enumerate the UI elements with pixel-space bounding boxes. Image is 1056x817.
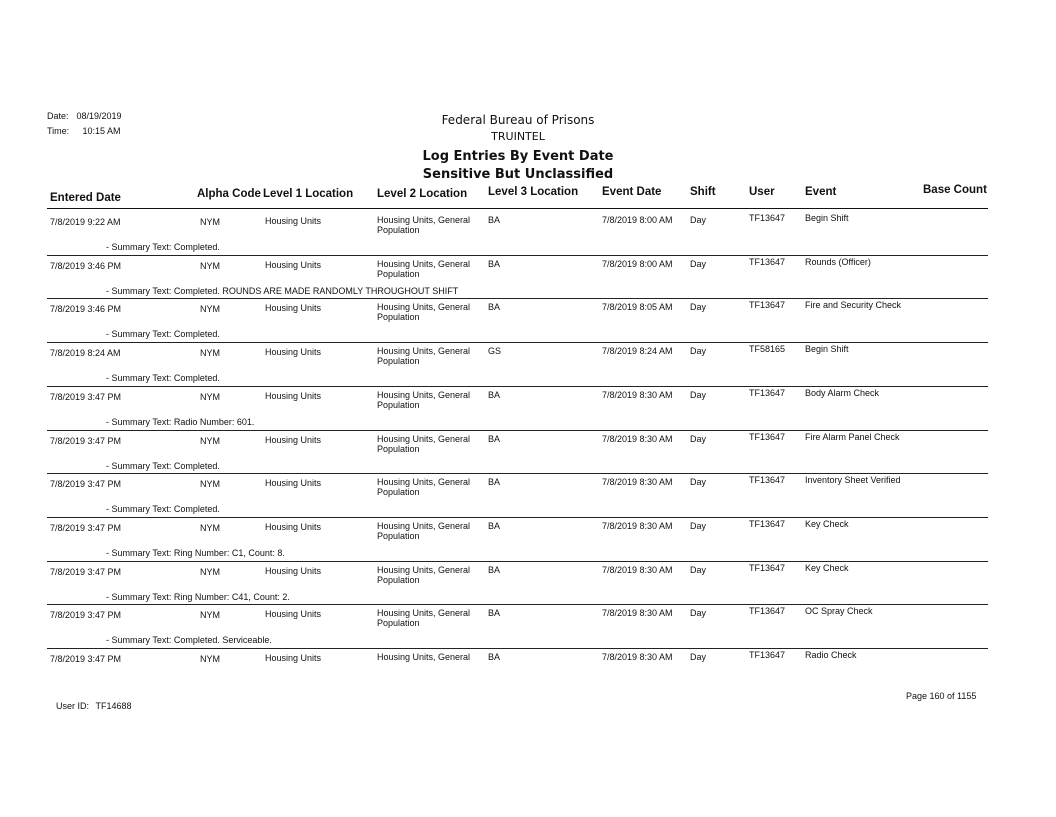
summary-text: - Summary Text: Completed. Serviceable.	[106, 635, 272, 646]
row-divider	[47, 648, 988, 649]
cell-level1: Housing Units	[265, 609, 322, 620]
cell-level1: Housing Units	[265, 653, 322, 663]
cell-user: TF13647	[749, 431, 786, 442]
cell-level2: Housing Units, General Population	[377, 215, 471, 235]
col-user: User	[749, 186, 775, 198]
cell-shift: Day	[690, 258, 707, 269]
date-label: Date:	[47, 111, 69, 121]
row-divider	[47, 561, 988, 562]
cell-event-date: 7/8/2019 8:30 AM	[602, 652, 673, 662]
column-header-row	[47, 186, 988, 209]
cell-level1: Housing Units	[265, 390, 322, 401]
cell-alpha-code: NYM	[200, 654, 220, 664]
col-shift: Shift	[690, 186, 716, 198]
row-divider	[47, 430, 988, 431]
row-divider	[47, 298, 988, 299]
cell-shift: Day	[690, 389, 707, 400]
row-divider	[47, 386, 988, 387]
cell-level2: Housing Units, General Population	[377, 302, 471, 323]
cell-event: Key Check	[805, 562, 849, 573]
cell-alpha-code: NYM	[200, 348, 220, 359]
row-divider	[47, 342, 988, 343]
cell-level3: BA	[488, 608, 501, 619]
cell-level1: Housing Units	[265, 216, 322, 226]
summary-text: - Summary Text: Completed.	[106, 504, 220, 515]
org-title: Federal Bureau of Prisons	[441, 113, 595, 127]
cell-level3: GS	[488, 346, 502, 357]
summary-text: - Summary Text: Completed. ROUNDS ARE MADE RANDOMLY THROUGHOUT SHIFT	[106, 285, 459, 296]
col-base-count: Base Count	[923, 184, 987, 196]
cell-level2: Housing Units, General Population	[377, 608, 471, 629]
cell-alpha-code: NYM	[200, 479, 220, 490]
cell-entered-date: 7/8/2019 3:47 PM	[50, 566, 122, 577]
col-entered-date: Entered Date	[50, 192, 121, 204]
cell-level3: BA	[488, 302, 501, 313]
cell-alpha-code: NYM	[200, 260, 220, 271]
table-row	[47, 298, 988, 342]
cell-level1: Housing Units	[265, 303, 322, 314]
cell-user: TF13647	[749, 650, 786, 660]
col-event: Event	[805, 186, 837, 198]
summary-text: - Summary Text: Radio Number: 601.	[106, 416, 255, 427]
cell-level2: Housing Units, General Population	[377, 433, 471, 454]
summary-text: - Summary Text: Completed.	[106, 242, 220, 252]
cell-level1: Housing Units	[265, 565, 322, 576]
summary-text: - Summary Text: Ring Number: C1, Count: 8.	[106, 547, 285, 558]
cell-shift: Day	[690, 477, 707, 488]
time-label: Time:	[47, 126, 70, 136]
col-alpha-code: Alpha Code	[197, 188, 261, 200]
cell-alpha-code: NYM	[200, 610, 220, 621]
cell-event-date: 7/8/2019 8:30 AM	[602, 433, 673, 444]
cell-level2: Housing Units, General Population	[377, 564, 471, 585]
table-row	[47, 517, 988, 561]
col-level3: Level 3 Location	[488, 186, 579, 198]
cell-event: Fire and Security Check	[805, 300, 902, 311]
cell-level3: BA	[488, 433, 501, 444]
cell-shift: Day	[690, 215, 707, 225]
cell-shift: Day	[690, 346, 707, 357]
classification-title: Sensitive But Unclassified	[422, 167, 614, 182]
cell-entered-date: 7/8/2019 8:24 AM	[50, 348, 121, 359]
cell-shift: Day	[690, 302, 707, 313]
cell-user: TF13647	[749, 606, 786, 617]
cell-level3: BA	[488, 652, 501, 662]
cell-level2: Housing Units, General Population	[377, 520, 471, 541]
cell-entered-date: 7/8/2019 9:22 AM	[50, 217, 121, 227]
cell-level1: Housing Units	[265, 521, 322, 532]
page-number: Page 160 of 1155	[906, 691, 977, 701]
row-divider	[47, 255, 988, 256]
cell-event-date: 7/8/2019 8:05 AM	[602, 302, 673, 313]
cell-entered-date: 7/8/2019 3:46 PM	[50, 260, 122, 271]
row-divider	[47, 604, 988, 605]
cell-event-date: 7/8/2019 8:00 AM	[602, 258, 673, 269]
cell-user: TF13647	[749, 518, 786, 529]
cell-entered-date: 7/8/2019 3:47 PM	[50, 610, 122, 621]
user-id-value: TF14688	[95, 701, 132, 711]
cell-event: Radio Check	[805, 650, 857, 660]
cell-shift: Day	[690, 564, 707, 575]
cell-event-date: 7/8/2019 8:30 AM	[602, 477, 673, 488]
table-row	[47, 211, 988, 255]
cell-entered-date: 7/8/2019 3:46 PM	[50, 304, 122, 315]
cell-user: TF13647	[749, 213, 786, 223]
cell-event-date: 7/8/2019 8:00 AM	[602, 215, 673, 225]
summary-text: - Summary Text: Completed.	[106, 329, 220, 340]
cell-event: Fire Alarm Panel Check	[805, 431, 900, 442]
cell-entered-date: 7/8/2019 3:47 PM	[50, 391, 122, 402]
cell-event-date: 7/8/2019 8:30 AM	[602, 520, 673, 531]
cell-user: TF13647	[749, 475, 786, 486]
table-row	[47, 561, 988, 605]
cell-alpha-code: NYM	[200, 522, 220, 533]
col-level2: Level 2 Location	[377, 188, 468, 200]
time-value: 10:15 AM	[82, 126, 121, 136]
table-row	[47, 473, 988, 517]
cell-level1: Housing Units	[265, 259, 322, 270]
cell-alpha-code: NYM	[200, 391, 220, 402]
cell-alpha-code: NYM	[200, 304, 220, 315]
cell-user: TF13647	[749, 256, 786, 267]
table-row	[47, 342, 988, 386]
cell-level3: BA	[488, 215, 501, 225]
summary-text: - Summary Text: Completed.	[106, 460, 220, 471]
cell-entered-date: 7/8/2019 3:47 PM	[50, 479, 122, 490]
col-level1: Level 1 Location	[263, 188, 354, 200]
cell-shift: Day	[690, 652, 707, 662]
cell-entered-date: 7/8/2019 3:47 PM	[50, 435, 122, 446]
col-event-date: Event Date	[602, 186, 662, 198]
row-divider	[47, 473, 988, 474]
cell-alpha-code: NYM	[200, 566, 220, 577]
summary-text: - Summary Text: Completed.	[106, 373, 220, 384]
summary-text: - Summary Text: Ring Number: C41, Count: 2.	[106, 591, 290, 602]
cell-level2: Housing Units, General Population	[377, 346, 471, 367]
cell-alpha-code: NYM	[200, 435, 220, 446]
cell-event-date: 7/8/2019 8:24 AM	[602, 346, 673, 357]
cell-event: OC Spray Check	[805, 606, 873, 617]
cell-user: TF58165	[749, 344, 786, 355]
cell-level2: Housing Units, General Population	[377, 258, 471, 279]
cell-user: TF13647	[749, 300, 786, 311]
cell-alpha-code: NYM	[200, 217, 220, 227]
cell-level1: Housing Units	[265, 434, 322, 445]
cell-level2: Housing Units, General Population	[377, 477, 471, 498]
date-value: 08/19/2019	[76, 111, 122, 121]
cell-user: TF13647	[749, 562, 786, 573]
cell-entered-date: 7/8/2019 3:47 PM	[50, 522, 122, 533]
cell-event: Inventory Sheet Verified	[805, 475, 901, 486]
table-row	[47, 255, 988, 299]
user-id-label: User ID:	[56, 701, 90, 711]
cell-level3: BA	[488, 389, 501, 400]
cell-shift: Day	[690, 608, 707, 619]
table-row	[47, 648, 988, 692]
cell-shift: Day	[690, 520, 707, 531]
cell-event-date: 7/8/2019 8:30 AM	[602, 564, 673, 575]
table-row	[47, 386, 988, 430]
row-divider	[47, 517, 988, 518]
cell-event: Key Check	[805, 518, 849, 529]
system-title: TRUINTEL	[491, 130, 545, 143]
cell-event-date: 7/8/2019 8:30 AM	[602, 389, 673, 400]
table-row	[47, 604, 988, 648]
footer-user-id	[56, 701, 132, 711]
cell-event: Begin Shift	[805, 344, 849, 355]
cell-level3: BA	[488, 564, 501, 575]
report-title: Log Entries By Event Date	[422, 149, 614, 164]
cell-level2: Housing Units, General	[377, 652, 471, 662]
cell-event: Rounds (Officer)	[805, 256, 871, 267]
cell-level1: Housing Units	[265, 347, 322, 358]
cell-event: Body Alarm Check	[805, 387, 880, 398]
cell-level2: Housing Units, General Population	[377, 389, 471, 410]
cell-event-date: 7/8/2019 8:30 AM	[602, 608, 673, 619]
cell-level1: Housing Units	[265, 478, 322, 489]
cell-entered-date: 7/8/2019 3:47 PM	[50, 654, 122, 664]
cell-event: Begin Shift	[805, 213, 849, 223]
table-row	[47, 430, 988, 474]
cell-level3: BA	[488, 258, 501, 269]
cell-level3: BA	[488, 520, 501, 531]
cell-level3: BA	[488, 477, 501, 488]
cell-shift: Day	[690, 433, 707, 444]
cell-user: TF13647	[749, 387, 786, 398]
